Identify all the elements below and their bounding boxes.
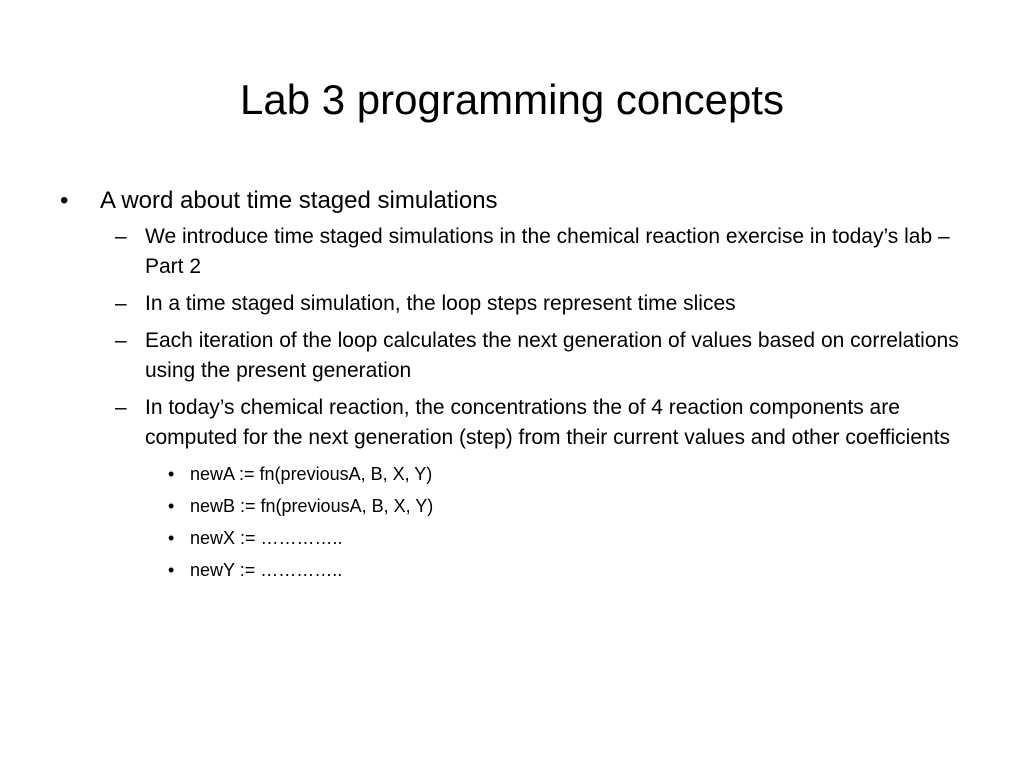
bullet-text: A word about time staged simulations xyxy=(100,187,498,214)
slide-body xyxy=(0,184,1024,583)
bullet-marker: • xyxy=(168,496,175,516)
dash-marker: – xyxy=(115,329,127,352)
dash-marker: – xyxy=(115,225,127,248)
bullet-marker: • xyxy=(168,464,175,484)
formula-text: newX := ………….. xyxy=(190,528,343,548)
formula-item-newB xyxy=(0,493,1024,519)
bullet-marker: • xyxy=(168,560,175,580)
formula-item-newX xyxy=(0,525,1024,551)
formula-item-newA xyxy=(0,461,1024,487)
sub-bullet-text: We introduce time staged simulations in the chemical reaction exercise in today’s lab – Part 2 xyxy=(145,225,950,278)
formula-text: newB := fn(previousA, B, X, Y) xyxy=(190,496,434,516)
bullet-marker: • xyxy=(60,187,69,214)
formula-text: newA := fn(previousA, B, X, Y) xyxy=(190,464,433,484)
sub-bullet-loop-steps xyxy=(0,289,1024,319)
sub-bullet-text: In a time staged simulation, the loop steps represent time slices xyxy=(145,292,736,315)
slide-title: Lab 3 programming concepts xyxy=(240,76,784,123)
sub-bullet-iteration xyxy=(0,326,1024,386)
formula-text: newY := ………….. xyxy=(190,560,343,580)
sub-bullet-text: In today’s chemical reaction, the concentrations the of 4 reaction components are computed for the next generation (step) from their current values and other coefficients xyxy=(145,396,951,449)
bullet-time-staged-simulations xyxy=(0,184,1024,218)
sub-bullet-text: Each iteration of the loop calculates the next generation of values based on correlations using the present generation xyxy=(145,329,959,382)
dash-marker: – xyxy=(115,292,127,315)
sub-bullet-introduce xyxy=(0,222,1024,282)
formula-item-newY xyxy=(0,557,1024,583)
bullet-marker: • xyxy=(168,528,175,548)
sub-bullet-chemical-reaction xyxy=(0,393,1024,453)
dash-marker: – xyxy=(115,396,127,419)
